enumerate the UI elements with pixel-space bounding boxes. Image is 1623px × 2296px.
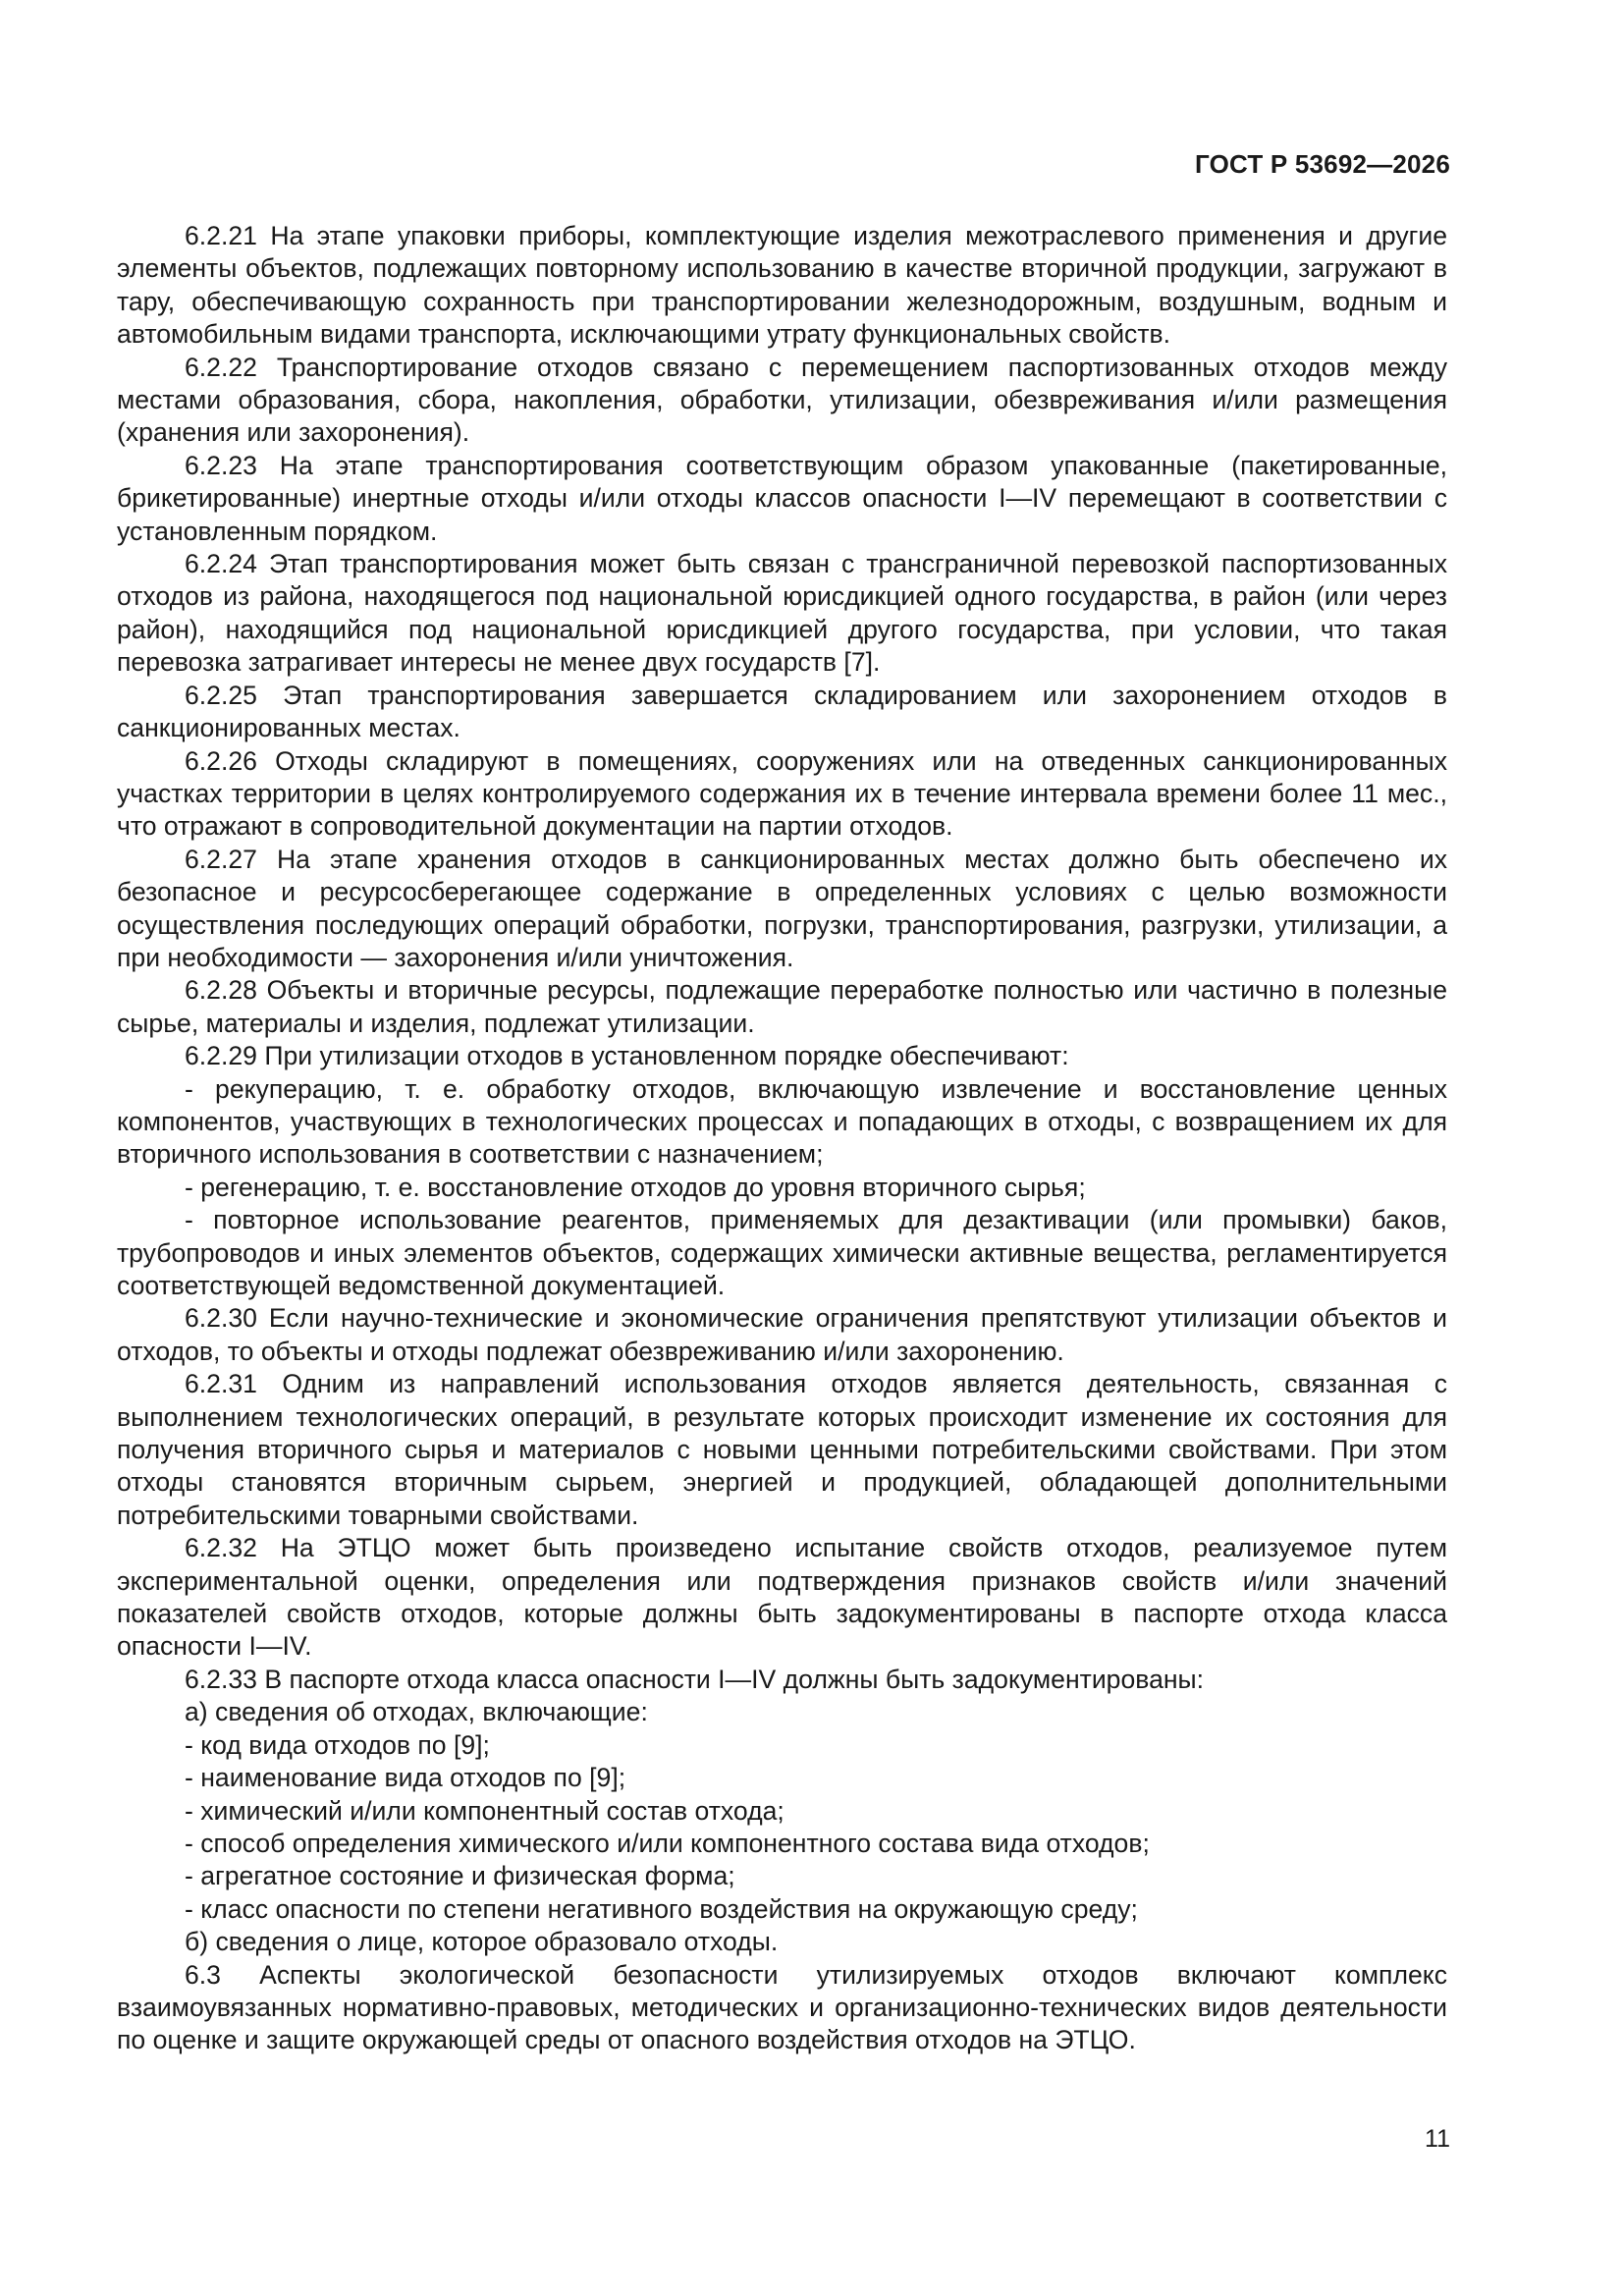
list-item-regeneration: - регенерацию, т. е. восстановление отходов до уровня вторичного сырья;: [185, 1172, 1086, 1202]
paragraph-6-2-33: 6.2.33 В паспорте отхода класса опасности I—IV должны быть задокументированы:: [185, 1664, 1205, 1694]
paragraph-6-3: 6.3 Аспекты экологической безопасности утилизируемых отходов включают комплекс взаимоувязанных нормативно-правовых, методических и организационно-технических видов деятельности по оценке и защите окружающей среды от опасного воздействия отходов на ЭТЦО.: [117, 1959, 1447, 2055]
paragraph-6-2-23: 6.2.23 На этапе транспортирования соответствующим образом упакованные (пакетированные, брикетированные) инертные отходы и/или отходы классов опасности I—IV перемещают в соответствии с установленным порядком.: [117, 450, 1447, 546]
document-code: ГОСТ Р 53692—2026: [1195, 149, 1450, 179]
paragraph-6-2-30: 6.2.30 Если научно-технические и экономические ограничения препятствуют утилизации объектов и отходов, то объекты и отходы подлежат обезвреживанию и/или захоронению.: [117, 1303, 1447, 1366]
list-item-hazard-class: - класс опасности по степени негативного воздействия на окружающую среду;: [185, 1893, 1138, 1924]
paragraph-6-2-32: 6.2.32 На ЭТЦО может быть произведено испытание свойств отходов, реализуемое путем экспериментальной оценки, определения или подтверждения признаков свойств и/или значений показателей свойств отходов, которые должны быть задокументированы в паспорте отхода класса опасности I—IV.: [117, 1533, 1447, 1662]
page-number: 11: [1425, 2125, 1450, 2153]
paragraph-6-2-26: 6.2.26 Отходы складируют в помещениях, сооружениях или на отведенных санкционированных участках территории в целях контролируемого содержания их в течение интервала времени более 11 мес., что отражают в сопроводительной документации на партии отходов.: [117, 745, 1447, 842]
paragraph-6-2-24: 6.2.24 Этап транспортирования может быть связан с трансграничной перевозкой паспортизованных отходов из района, находящегося под национальной юрисдикцией одного государства, в район (или через район), находящийся под национальной юрисдикцией другого государства, при условии, что такая перевозка затрагивает интересы не менее двух государств [7].: [117, 549, 1447, 678]
list-item-producer-info: б) сведения о лице, которое образовало отходы.: [185, 1927, 779, 1957]
document-body: [117, 220, 1447, 2057]
paragraph-6-2-27: 6.2.27 На этапе хранения отходов в санкционированных местах должно быть обеспечено их безопасное и ресурсосберегающее содержание в определенных условиях с целью возможности осуществления последующих операций обработки, погрузки, транспортирования, разгрузки, утилизации, а при необходимости — захоронения и/или уничтожения.: [117, 844, 1447, 972]
list-item-composition-method: - способ определения химического и/или компонентного состава вида отходов;: [185, 1828, 1150, 1858]
list-item-waste-code: - код вида отходов по [9];: [185, 1729, 490, 1760]
paragraph-6-2-28: 6.2.28 Объекты и вторичные ресурсы, подлежащие переработке полностью или частично в полезные сырье, материалы и изделия, подлежат утилизации.: [117, 975, 1447, 1038]
list-item-reagent-reuse: - повторное использование реагентов, применяемых для дезактивации (или промывки) баков, трубопроводов и иных элементов объектов, содержащих химически активные вещества, регламентируется соответствующей ведомственной документацией.: [117, 1205, 1447, 1300]
list-item-waste-info: а) сведения об отходах, включающие:: [185, 1697, 648, 1727]
paragraph-6-2-25: 6.2.25 Этап транспортирования завершается складированием или захоронением отходов в санкционированных местах.: [117, 680, 1447, 743]
list-item-physical-state: - агрегатное состояние и физическая форма;: [185, 1861, 735, 1891]
list-item-waste-name: - наименование вида отходов по [9];: [185, 1763, 626, 1793]
paragraph-6-2-29: 6.2.29 При утилизации отходов в установленном порядке обеспечивают:: [185, 1041, 1069, 1071]
list-item-composition: - химический и/или компонентный состав отхода;: [185, 1795, 784, 1826]
list-item-recuperation: - рекуперацию, т. е. обработку отходов, включающую извлечение и восстановление ценных компонентов, участвующих в технологических процессах и попадающих в отходы, с возвращением их для вторичного использования в соответствии с назначением;: [117, 1073, 1447, 1170]
paragraph-6-2-22: 6.2.22 Транспортирование отходов связано с перемещением паспортизованных отходов между местами образования, сбора, накопления, обработки, утилизации, обезвреживания и/или размещения (хранения или захоронения).: [117, 352, 1447, 448]
paragraph-6-2-31: 6.2.31 Одним из направлений использования отходов является деятельность, связанная с выполнением технологических операций, в результате которых происходит изменение их состояния для получения вторичного сырья и материалов с новыми ценными потребительскими свойствами. При этом отходы становятся вторичным сырьем, энергией и продукцией, обладающей дополнительными потребительскими товарными свойствами.: [117, 1369, 1447, 1530]
paragraph-6-2-21: 6.2.21 На этапе упаковки приборы, комплектующие изделия межотраслевого применения и другие элементы объектов, подлежащих повторному использованию в качестве вторичной продукции, загружают в тару, обеспечивающую сохранность при транспортировании железнодорожным, воздушным, водным и автомобильным видами транспорта, исключающими утрату функциональных свойств.: [117, 221, 1447, 350]
